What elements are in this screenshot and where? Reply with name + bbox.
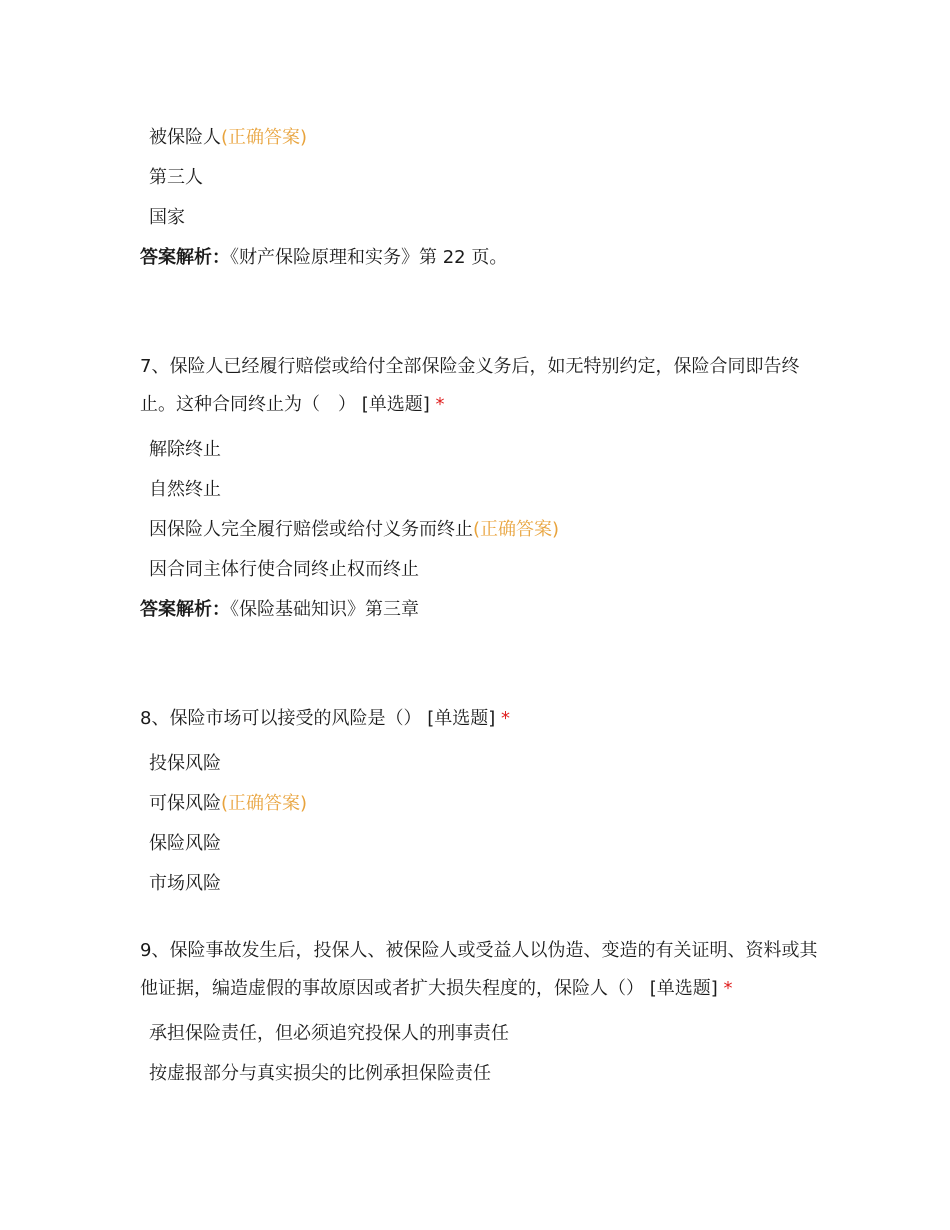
option-7d [140,550,820,590]
correct-answer-mark: (正确答案) [221,793,308,814]
option-6c [140,198,820,238]
option-8b [140,784,820,824]
analysis-label: 答案解析： [140,247,230,268]
option-9a [140,1014,820,1054]
option-7b [140,470,820,510]
survey-answer-sheet [140,118,820,1094]
option-6b [140,158,820,198]
option-text: 国家 [149,207,185,228]
question-9 [140,932,820,1094]
question-text: 9、保险事故发生后，投保人、被保险人或受益人以伪造、变造的有关证明、资料或其他证据，编造虚假的事故原因或者扩大损失程度的，保险人（） [140,940,818,999]
option-6a [140,118,820,158]
option-text: 保险风险 [149,833,221,854]
required-asterisk: * [723,978,733,999]
analysis-text: 《保险基础知识》第三章 [230,599,419,620]
question-7 [140,348,820,630]
option-text: 市场风险 [149,873,221,894]
required-asterisk: * [500,708,510,729]
option-text: 按虚报部分与真实损尖的比例承担保险责任 [149,1063,491,1084]
question-type: [单选题] [649,978,718,999]
option-7c [140,510,820,550]
option-text: 解除终止 [149,439,221,460]
option-text: 被保险人 [149,127,221,148]
analysis-label: 答案解析： [140,599,230,620]
option-text: 因合同主体行使合同终止权而终止 [149,559,419,580]
option-text: 可保风险 [149,793,221,814]
option-8a [140,744,820,784]
question-8 [140,700,820,904]
analysis-text: 《财产保险原理和实务》第 22 页。 [230,247,508,268]
option-text: 承担保险责任，但必须追究投保人的刑事责任 [149,1023,509,1044]
question-text: 7、保险人已经履行赔偿或给付全部保险金义务后，如无特别约定，保险合同即告终止。这种合同终止为（ ） [140,356,800,415]
question-6 [140,118,820,278]
option-8d [140,864,820,904]
question-title [140,932,820,1008]
option-text: 第三人 [149,167,203,188]
option-9b [140,1054,820,1094]
question-title [140,700,820,738]
option-text: 自然终止 [149,479,221,500]
question-type: [单选题] [427,708,496,729]
question-title [140,348,820,424]
question-text: 8、保险市场可以接受的风险是（） [140,708,422,729]
answer-analysis-7 [140,590,820,630]
correct-answer-mark: (正确答案) [473,519,560,540]
option-text: 因保险人完全履行赔偿或给付义务而终止 [149,519,473,540]
option-7a [140,430,820,470]
answer-analysis-6 [140,238,820,278]
required-asterisk: * [435,394,445,415]
correct-answer-mark: (正确答案) [221,127,308,148]
option-8c [140,824,820,864]
option-text: 投保风险 [149,753,221,774]
question-type: [单选题] [361,394,430,415]
